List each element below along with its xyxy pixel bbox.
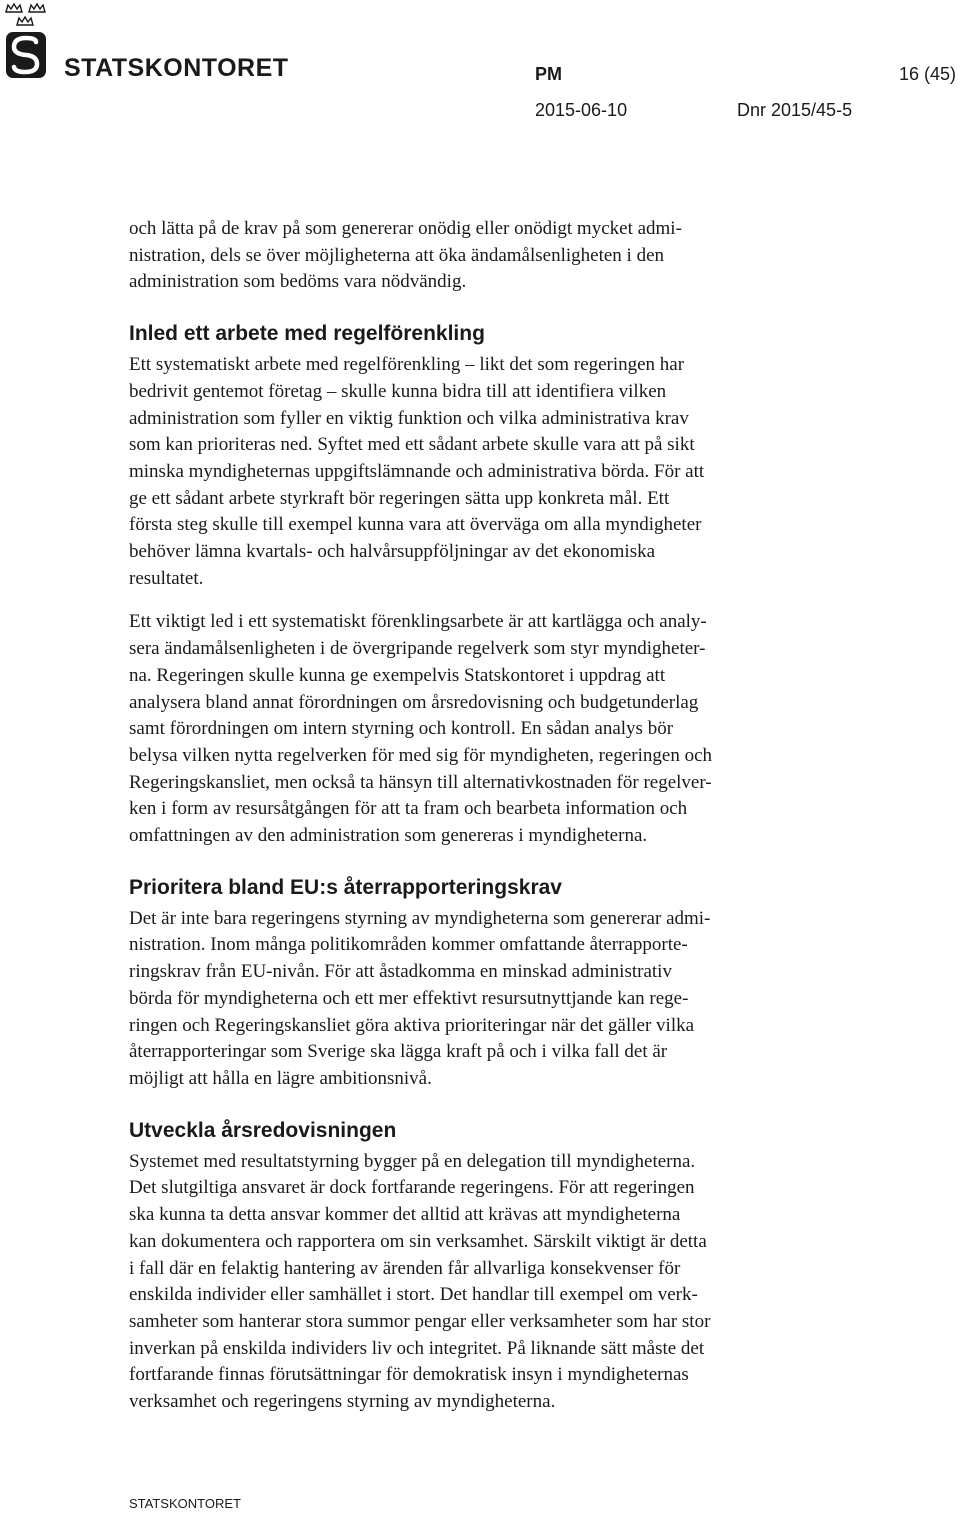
document-type: PM bbox=[535, 64, 562, 84]
paragraph-regelforenkling-1: Ett systematiskt arbete med regelförenkling – likt det som regeringen har bedrivit gentemot företag – skulle kunna bidra till att identifiera vilken administration som fyller en viktig funktion och vilka administrativa krav som kan prioriteras ned. Syftet med ett sådant arbete skulle vara att på sikt minska myndigheternas uppgiftslämnande och administrativa börda. För att ge ett sådant arbete styrkraft bör regeringen sätta upp konkreta mål. Ett första steg skulle till exempel kunna vara att överväga om alla myndigheter behöver lämna kvartals- och halvårsuppföljningar av det ekonomiska resultatet. bbox=[129, 354, 705, 589]
page-number: 16 (45) bbox=[898, 64, 956, 84]
heading-regelforenkling: Inled ett arbete med regelförenkling bbox=[129, 322, 485, 346]
document-reference-number: Dnr 2015/45-5 bbox=[737, 100, 853, 120]
document-body bbox=[129, 216, 849, 1416]
page-header bbox=[0, 0, 960, 130]
paragraph-intro: och lätta på de krav på som genererar onödig eller onödigt mycket admi- nistration, dels se över möjligheterna att öka ändamålsenligheten i den administration som bedöms vara nödvändig. bbox=[129, 218, 682, 293]
paragraph-regelforenkling-2: Ett viktigt led i ett systematiskt förenklingsarbete är att kartlägga och analy- sera ändamålsenligheten i de övergripande regelverk som styr myndigheter- na. Regeringen skulle kunna ge exempelvis Statskontoret i uppdrag att analysera bland annat förordningen om årsredovisning och budgetunderlag samt förordningen om intern styrning och kontroll. En sådan analys bör belysa vilken nytta regelverken för med sig för myndigheten, regeringen och Regeringskansliet, men också ta hänsyn till alternativkostnaden för regelver- ken i form av resursåtgången för att ta fram och bearbeta information och omfattningen av den administration som genereras i myndigheterna. bbox=[129, 611, 712, 847]
page-footer: STATSKONTORET bbox=[129, 1496, 241, 1511]
paragraph-arsredovisning: Systemet med resultatstyrning bygger på en delegation till myndigheterna. Det slutgiltiga ansvaret är dock fortfarande regeringens. För att regeringen ska kunna ta detta ansvar kommer det alltid att krävas att myndigheterna kan dokumentera och rapportera om sin verksamhet. Särskilt viktigt är detta i fall där en felaktig hantering av ärenden får allvarliga konsekvenser för enskilda individer eller samhället i stort. Det handlar till exempel om verk- samheter som hanterar stora summor pengar eller verksamheter som har stor inverkan på enskilda individers liv och integritet. På liknande sätt måste det fortfarande finnas förutsättningar för demokratisk insyn i myndigheternas verksamhet och regeringens styrning av myndigheterna. bbox=[129, 1150, 711, 1413]
heading-eu-aterrapportering: Prioritera bland EU:s återrapporteringskrav bbox=[129, 875, 562, 899]
heading-arsredovisning: Utveckla årsredovisningen bbox=[129, 1118, 397, 1142]
document-date: 2015-06-10 bbox=[535, 100, 628, 120]
crowns-s-emblem-icon bbox=[4, 2, 48, 80]
paragraph-eu-aterrapportering: Det är inte bara regeringens styrning av myndigheterna som genererar admi- nistration. Inom många politikområden kommer omfattande återrapporte- ringskrav från EU-nivån. För att åstadkomma en minskad administrativ börda för myndigheterna och ett mer effektivt resursutnyttjande kan rege- ringen och Regeringskansliet göra aktiva prioriteringar när det gäller vilka återrapporteringar som Sverige ska lägga kraft på och i vilka fall det är möjligt att hålla en lägre ambitionsnivå. bbox=[129, 907, 711, 1089]
statskontoret-logo bbox=[4, 2, 48, 85]
brand-name: STATSKONTORET bbox=[64, 54, 289, 82]
